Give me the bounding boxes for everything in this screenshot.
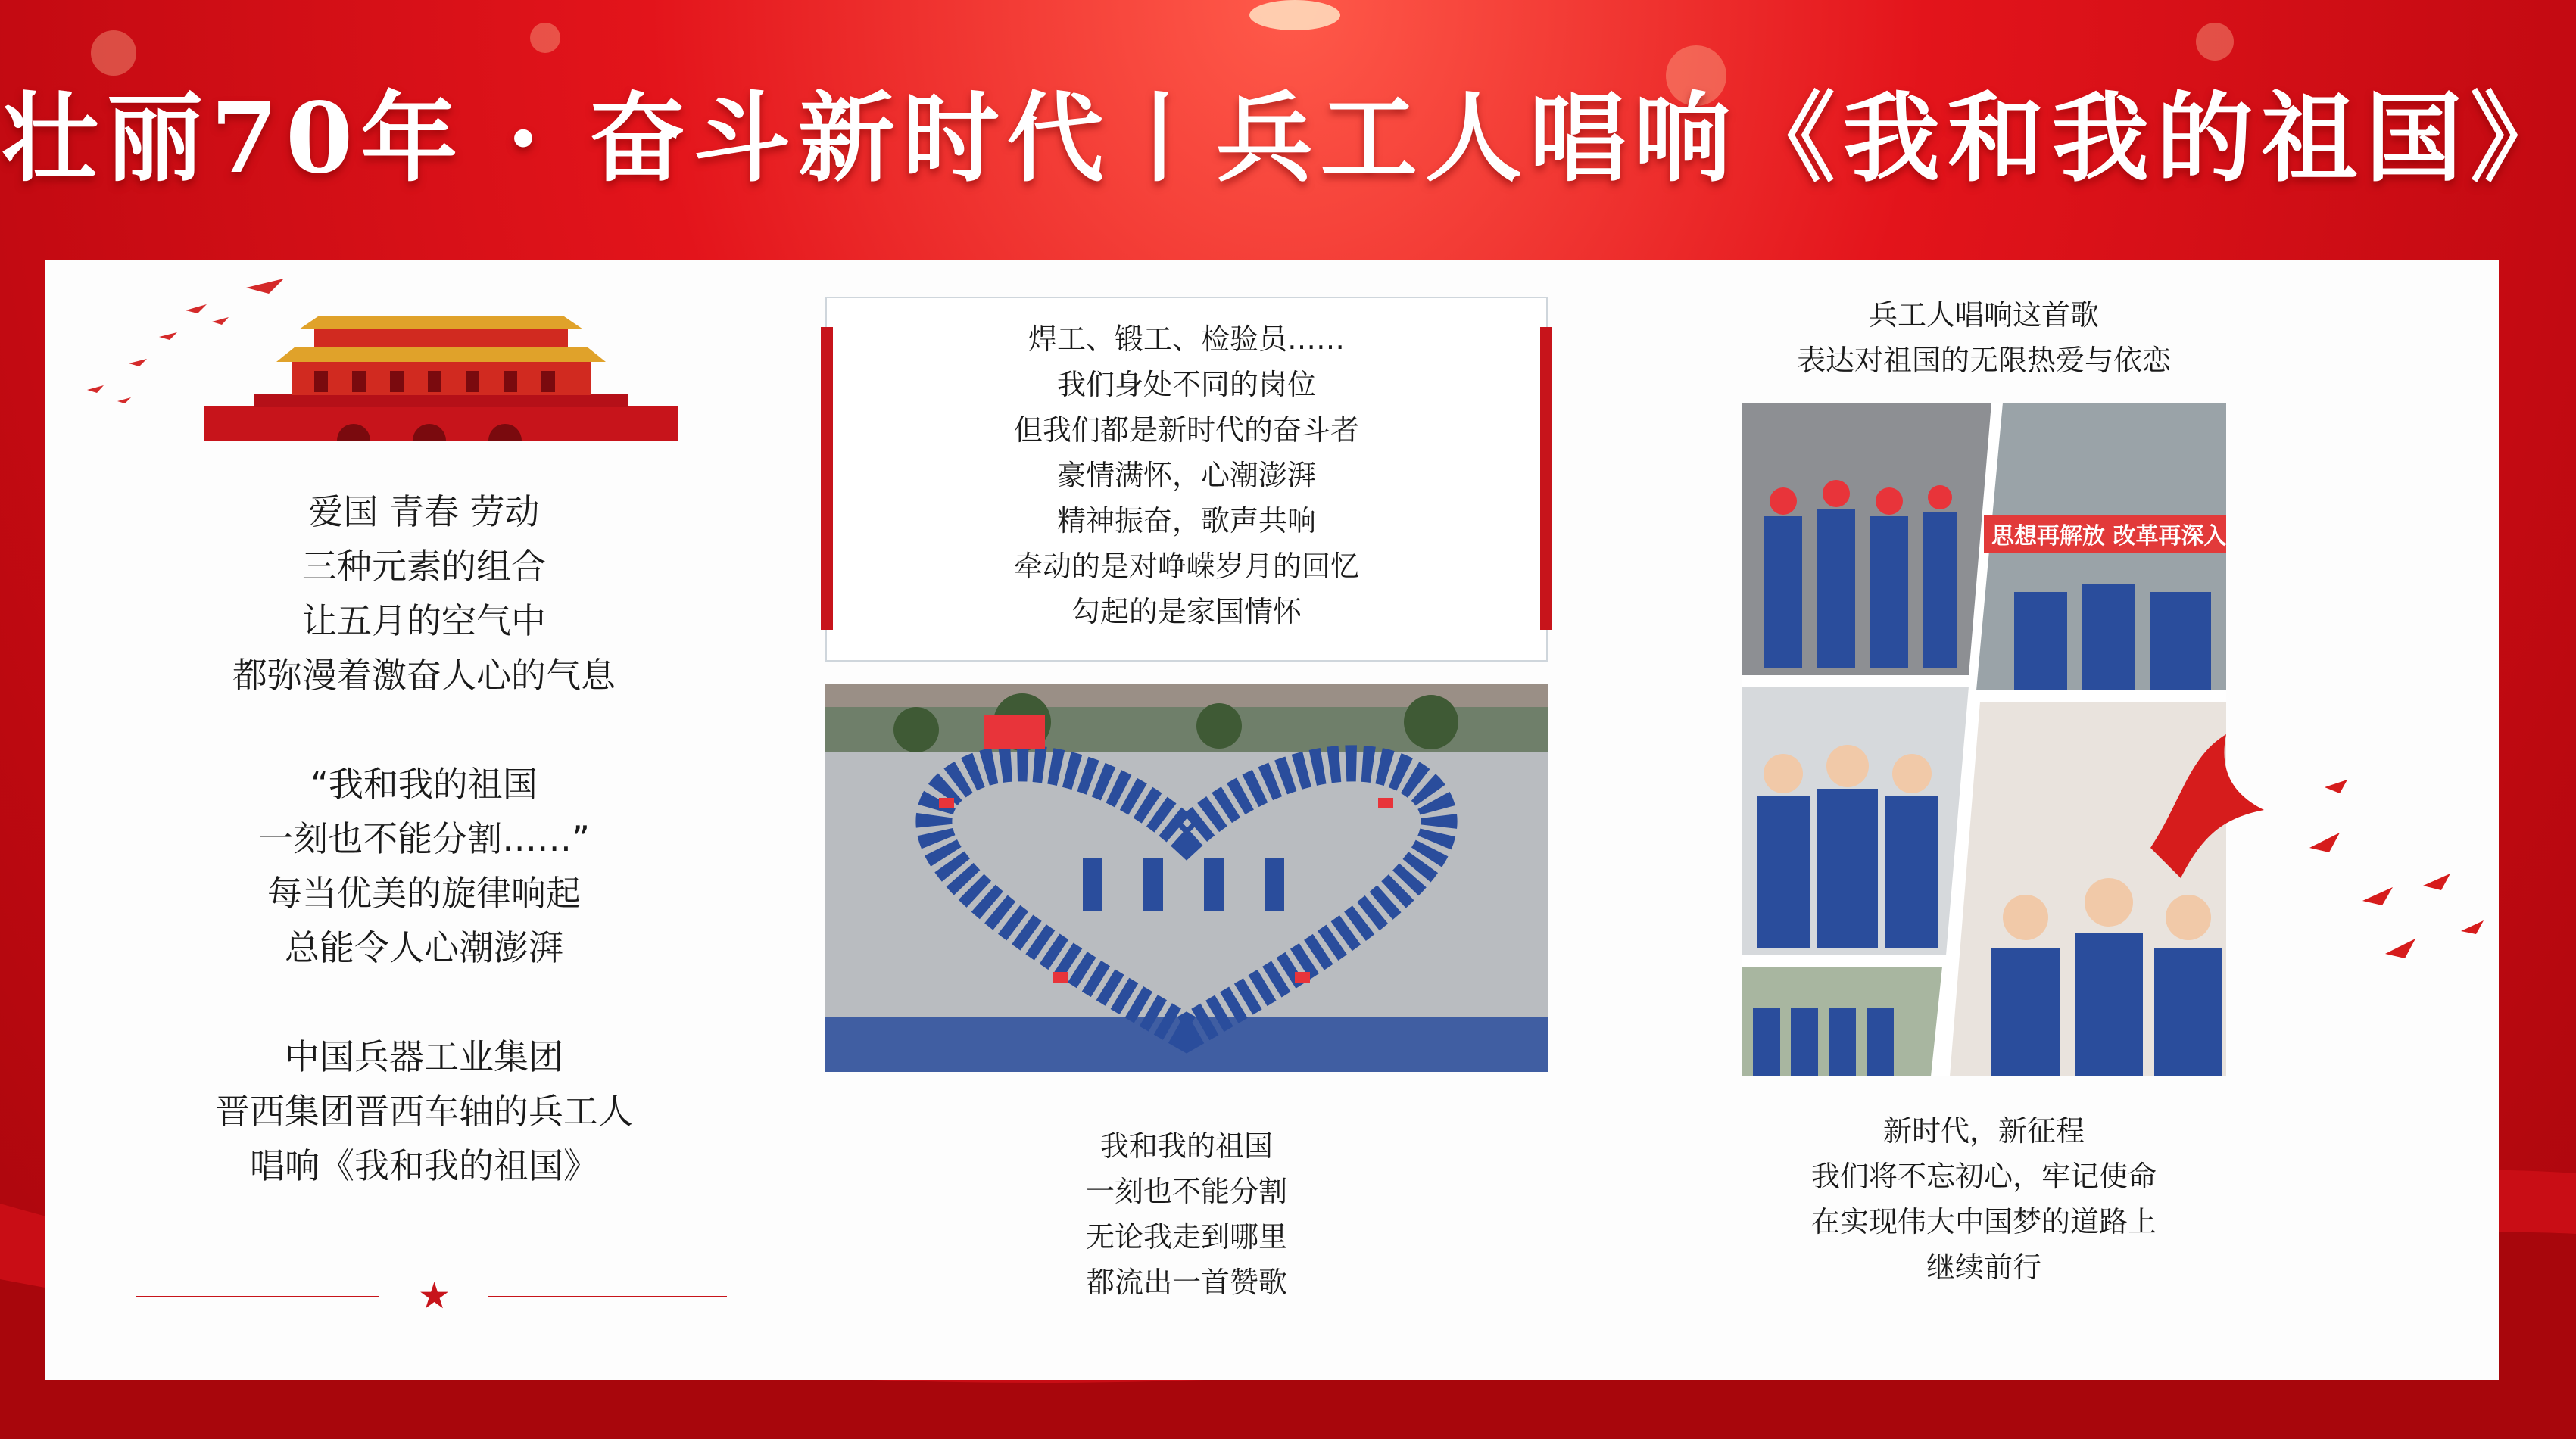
middle-bottom-text bbox=[825, 1123, 1548, 1305]
dove-flock-icon bbox=[2135, 727, 2499, 1014]
quote-lines bbox=[827, 316, 1546, 634]
banner-text: 思想再解放 改革再深入 bbox=[1991, 523, 2226, 550]
left-text-column bbox=[121, 484, 727, 1193]
divider-line bbox=[488, 1296, 727, 1297]
red-star-icon: ★ bbox=[418, 1275, 451, 1317]
text-line: 爱国 青春 劳动 bbox=[308, 491, 540, 532]
text-line: 晋西集团晋西车轴的兵工人 bbox=[215, 1091, 633, 1132]
divider-line bbox=[136, 1296, 379, 1297]
text-line: 新时代，新征程 bbox=[1882, 1114, 2085, 1148]
text-line: 总能令人心潮澎湃 bbox=[285, 927, 563, 968]
bokeh-light bbox=[530, 23, 560, 53]
text-line: 牵动的是对峥嵘岁月的回忆 bbox=[1013, 550, 1359, 583]
text-line: 兵工人唱响这首歌 bbox=[1868, 298, 2099, 332]
text-line: 我和我的祖国 bbox=[1099, 1129, 1273, 1163]
heart-formation-photo bbox=[825, 684, 1548, 1072]
text-line: 无论我走到哪里 bbox=[1085, 1220, 1287, 1254]
text-line: 都弥漫着激奋人心的气息 bbox=[232, 655, 616, 696]
quote-box bbox=[825, 297, 1548, 662]
light-flare bbox=[1249, 0, 1340, 30]
bokeh-light bbox=[2196, 23, 2234, 61]
text-line: 精神振奋，歌声共响 bbox=[1056, 504, 1316, 537]
text-line: 表达对祖国的无限热爱与依恋 bbox=[1796, 344, 2171, 377]
text-line: 我们将不忘初心，牢记使命 bbox=[1810, 1160, 2157, 1193]
text-line: 每当优美的旋律响起 bbox=[267, 873, 581, 914]
text-line: 焊工、锻工、检验员…… bbox=[1028, 322, 1345, 356]
text-line: 我们身处不同的岗位 bbox=[1056, 368, 1316, 401]
text-line: 继续前行 bbox=[1926, 1251, 2041, 1284]
text-line: 勾起的是家国情怀 bbox=[1071, 595, 1302, 628]
text-line: 都流出一首赞歌 bbox=[1085, 1266, 1287, 1299]
text-line: 豪情满怀，心潮澎湃 bbox=[1056, 459, 1316, 492]
page-title: 壮丽70年 · 奋斗新时代丨兵工人唱响《我和我的祖国》 bbox=[2, 82, 2574, 195]
text-line: “我和我的祖国 bbox=[310, 764, 538, 805]
right-bottom-text bbox=[1742, 1108, 2226, 1290]
right-top-text bbox=[1742, 292, 2226, 383]
tiananmen-gate-icon bbox=[72, 265, 693, 447]
text-line: 在实现伟大中国梦的道路上 bbox=[1810, 1205, 2157, 1238]
text-line: 但我们都是新时代的奋斗者 bbox=[1013, 413, 1359, 447]
text-line: 一刻也不能分割……” bbox=[258, 818, 590, 859]
text-line: 一刻也不能分割 bbox=[1085, 1175, 1287, 1208]
text-line: 让五月的空气中 bbox=[302, 600, 546, 641]
text-line: 三种元素的组合 bbox=[302, 546, 546, 587]
text-line: 中国兵器工业集团 bbox=[285, 1036, 563, 1077]
text-line: 唱响《我和我的祖国》 bbox=[250, 1145, 598, 1186]
